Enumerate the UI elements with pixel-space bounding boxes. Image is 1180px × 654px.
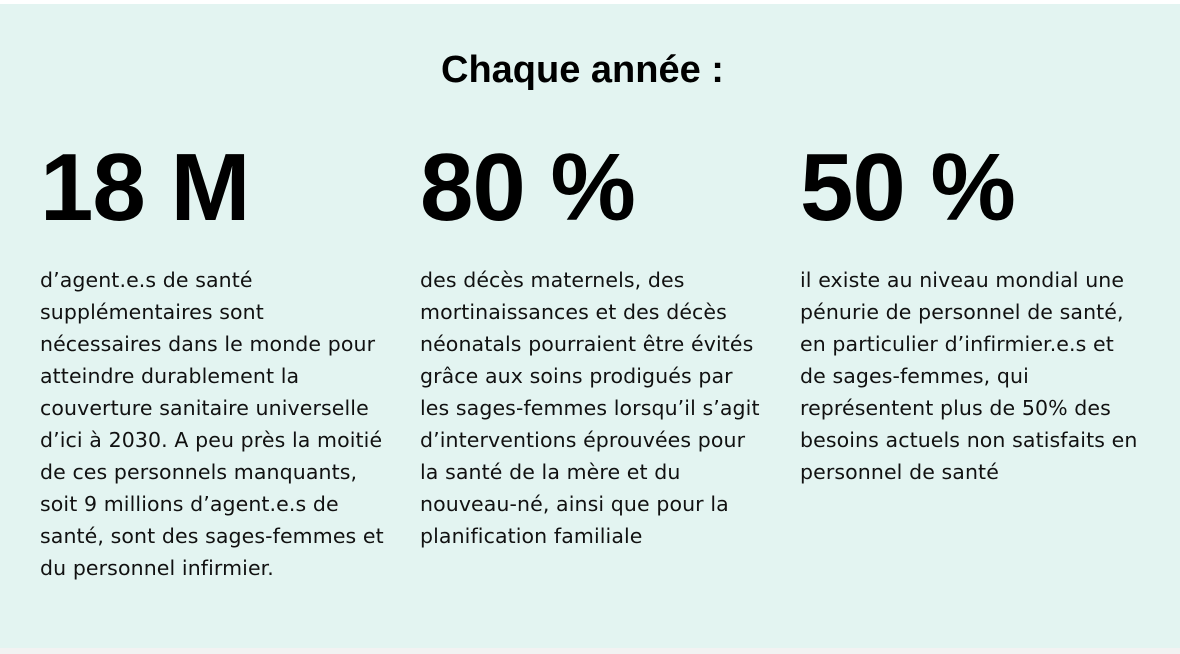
stat-column-shortage bbox=[800, 134, 1145, 488]
stats-panel bbox=[0, 4, 1180, 648]
page-title: Chaque année : bbox=[441, 49, 724, 91]
stat-description: il existe au niveau mondial une pénurie de personnel de santé, en particulier d’infirmier.e.s et de sages-femmes, qui représentent plus de 50% des besoins actuels non satisfaits en personnel de santé bbox=[800, 268, 1138, 484]
stat-description: des décès maternels, des mortinaissances et des décès néonatals pourraient être évités grâce aux soins prodigués par les sages-femmes lorsqu’il s’agit d’interventions éprouvées pour la santé de la mère et du nouveau-né, ainsi que pour la planification familiale bbox=[420, 268, 760, 548]
stat-value: 50 % bbox=[800, 134, 1015, 241]
stat-value: 80 % bbox=[420, 134, 635, 241]
bottom-divider bbox=[0, 648, 1180, 654]
stat-value: 18 M bbox=[40, 134, 250, 241]
stat-column-avoidable-deaths bbox=[420, 134, 765, 552]
stat-description: d’agent.e.s de santé supplémentaires sont nécessaires dans le monde pour atteindre durablement la couverture sanitaire universelle d’ici à 2030. A peu près la moitié de ces personnels manquants, soit 9 millions d’agent.e.s de santé, sont des sages-femmes et du personnel infirmier. bbox=[40, 268, 384, 580]
stat-column-health-workers bbox=[40, 134, 385, 584]
